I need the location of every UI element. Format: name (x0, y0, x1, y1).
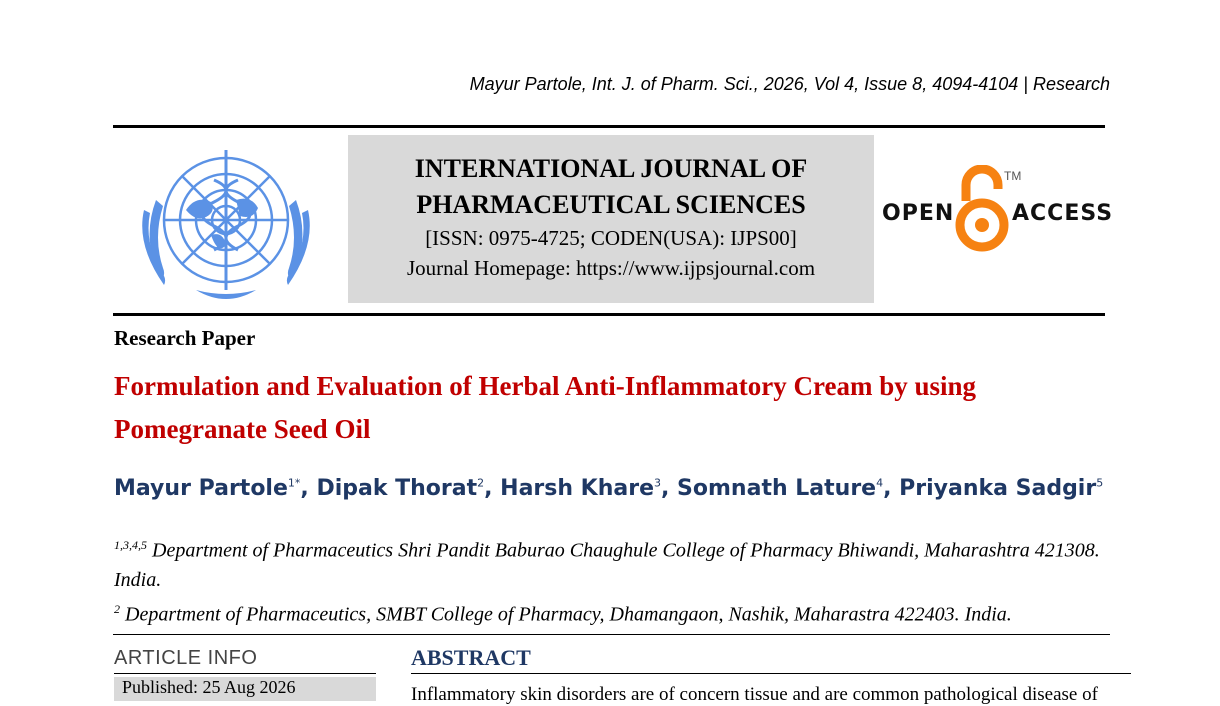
paper-title: Formulation and Evaluation of Herbal Anti-Inflammatory Cream by using Pomegranate Seed Oil (114, 371, 977, 444)
affiliation-text: Department of Pharmaceutics, SMBT College of Pharmacy, Dhamangaon, Nashik, Maharastra 422403. India. (120, 603, 1012, 626)
author-name: Mayur Partole (114, 476, 288, 501)
author-affiliation-mark: 3 (654, 476, 662, 490)
author-affiliation-mark: 4 (876, 476, 884, 490)
affiliation-mark: 2 (114, 601, 120, 616)
abstract-heading: ABSTRACT (411, 645, 1131, 674)
open-access-access-text: ACCESS (1012, 201, 1114, 226)
journal-homepage: Journal Homepage: https://www.ijpsjournal.com (406, 256, 816, 280)
article-info-heading: ARTICLE INFO (114, 647, 376, 674)
journal-title-line1: INTERNATIONAL JOURNAL OF (414, 154, 808, 183)
running-header: Mayur Partole, Int. J. of Pharm. Sci., 2026, Vol 4, Issue 8, 4094-4104 | Research (469, 74, 1110, 94)
author-separator: , (300, 476, 317, 501)
affiliation-item (114, 531, 1114, 595)
affiliation-text: Department of Pharmaceutics Shri Pandit Baburao Chaughule College of Pharmacy Bhiwandi, Maharashtra 421308. India. (114, 539, 1100, 591)
author-separator: , (661, 476, 678, 501)
affiliation-mark: 1,3,4,5 (114, 538, 147, 552)
author-name: Somnath Lature (677, 476, 877, 501)
affiliation-item (114, 595, 1114, 630)
header-bottom-rule (113, 313, 1105, 316)
un-emblem-logo (126, 140, 326, 306)
published-date: Published: 25 Aug 2026 (114, 677, 376, 701)
author-separator: , (883, 476, 900, 501)
author-affiliation-mark: 1* (287, 476, 301, 490)
open-access-logo (880, 165, 1114, 255)
author-affiliation-mark: 5 (1096, 476, 1104, 490)
trademark-mark: TM (1004, 169, 1022, 183)
open-lock-icon (952, 165, 1012, 253)
author-affiliation-mark: 2 (477, 476, 485, 490)
author-separator: , (484, 476, 501, 501)
journal-title-line2: PHARMACEUTICAL SCIENCES (416, 190, 806, 219)
author-list (114, 476, 1103, 501)
affiliations (114, 531, 1114, 629)
journal-masthead (348, 135, 874, 303)
open-access-open-text: OPEN (882, 201, 955, 226)
section-divider (113, 634, 1110, 635)
author-name: Harsh Khare (500, 476, 655, 501)
author-name: Dipak Thorat (316, 476, 478, 501)
abstract-text: Inflammatory skin disorders are of concern tissue and are common pathological disease of (411, 684, 1098, 705)
author-name: Priyanka Sadgir (899, 476, 1097, 501)
journal-issn: [ISSN: 0975-4725; CODEN(USA): IJPS00] (425, 226, 797, 250)
journal-title (348, 151, 874, 223)
paper-type-label: Research Paper (114, 326, 256, 350)
top-rule (113, 125, 1105, 128)
